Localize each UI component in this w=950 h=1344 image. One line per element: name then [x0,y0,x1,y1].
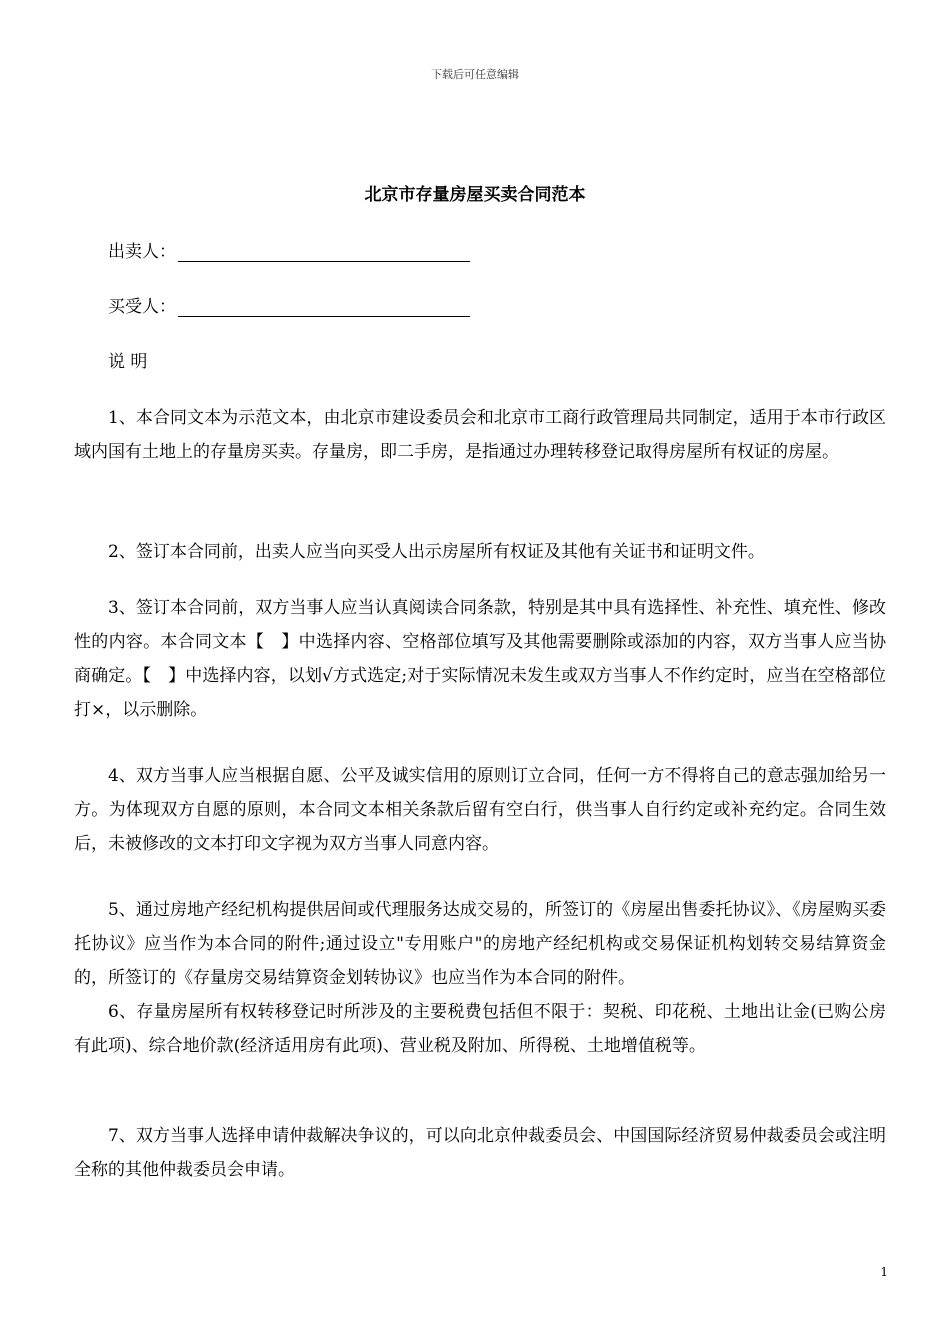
paragraph-4: 4、双方当事人应当根据自愿、公平及诚实信用的原则订立合同，任何一方不得将自己的意志强加给另一方。为体现双方自愿的原则，本合同文本相关条款后留有空白行，供当事人自行约定或补充约定。合同生效后，未被修改的文本打印文字视为双方当事人同意内容。 [74,766,886,854]
seller-line [108,238,470,262]
buyer-line [108,293,470,317]
buyer-blank-line [178,300,470,317]
seller-label: 出卖人： [108,242,176,262]
paragraph-2: 2、签订本合同前，出卖人应当向买受人出示房屋所有权证及其他有关证书和证明文件。 [108,542,765,562]
paragraph-1: 1、本合同文本为示范文本，由北京市建设委员会和北京市工商行政管理局共同制定，适用于本市行政区域内国有土地上的存量房买卖。存量房，即二手房，是指通过办理转移登记取得房屋所有权证的房屋。 [74,408,886,462]
paragraph-7: 7、双方当事人选择申请仲裁解决争议的，可以向北京仲裁委员会、中国国际经济贸易仲裁委员会或注明全称的其他仲裁委员会申请。 [74,1126,886,1180]
document-title: 北京市存量房屋买卖合同范本 [364,185,586,205]
seller-blank-line [178,245,470,262]
buyer-label: 买受人： [108,297,176,317]
header-note: 下载后可任意编辑 [431,68,519,81]
section-label: 说 明 [108,352,148,372]
paragraph-3: 3、签订本合同前，双方当事人应当认真阅读合同条款，特别是其中具有选择性、补充性、填充性、修改性的内容。本合同文本【 】中选择内容、空格部位填写及其他需要删除或添加的内容，双方当事人应当协商确定。【 】中选择内容，以划√方式选定;对于实际情况未发生或双方当事人不作约定时，应当在空格部位打×，以示删除。 [74,598,886,720]
paragraph-6: 6、存量房屋所有权转移登记时所涉及的主要税费包括但不限于：契税、印花税、土地出让金(已购公房有此项)、综合地价款(经济适用房有此项)、营业税及附加、所得税、土地增值税等。 [74,1002,886,1056]
paragraph-5: 5、通过房地产经纪机构提供居间或代理服务达成交易的，所签订的《房屋出售委托协议》、《房屋购买委托协议》应当作为本合同的附件;通过设立"专用账户"的房地产经纪机构或交易保证机构划转交易结算资金的，所签订的《存量房交易结算资金划转协议》也应当作为本合同的附件。 [74,900,886,988]
page-number: 1 [880,1265,888,1279]
